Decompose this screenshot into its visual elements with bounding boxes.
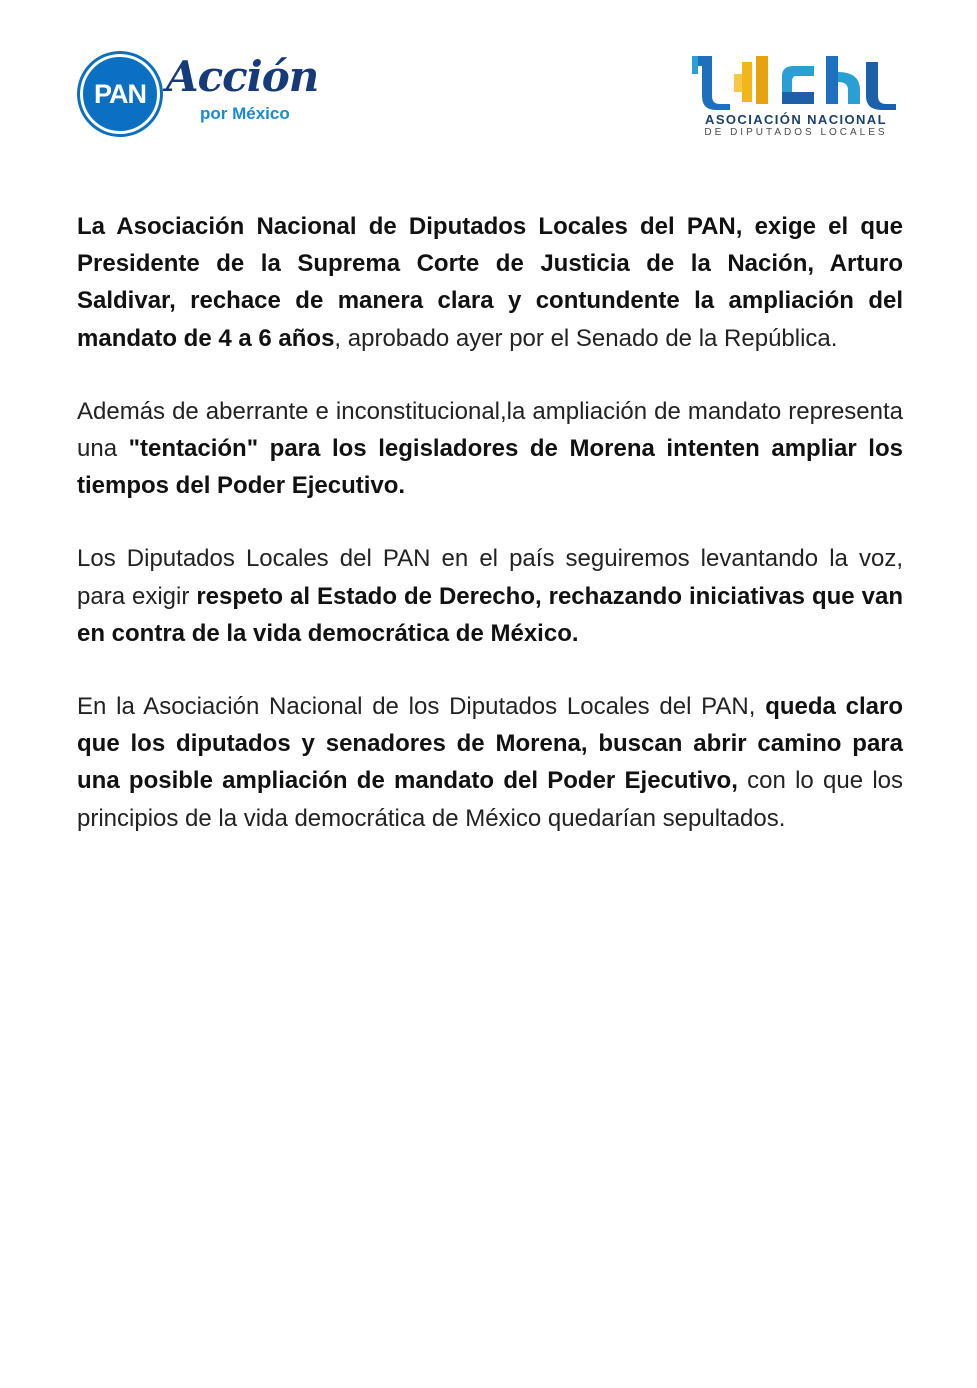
asociacion-nacional-logo — [690, 52, 902, 144]
paragraph-1 — [77, 208, 903, 357]
paragraph-2 — [77, 393, 903, 505]
paragraph-3-text: Los Diputados Locales del PAN en el país seguiremos levantando la voz, para exigir — [77, 545, 903, 610]
andl-title: ASOCIACIÓN NACIONAL — [705, 112, 887, 127]
paragraph-2-text: Además de aberrante e inconstitucional,la ampliación de mandato representa una — [77, 397, 903, 463]
paragraph-2-bold: "tentación" para los legisladores de Morena intenten ampliar los tiempos del Poder Ejecutivo. — [77, 435, 903, 500]
paragraph-3 — [77, 540, 903, 652]
paragraph-1-bold: La Asociación Nacional de Diputados Locales del PAN, exige el que Presidente de la Suprema Corte de Justicia de la Nación, Arturo Saldivar, rechace de manera clara y contundente la ampliación del mandato de 4 a 6 años — [77, 213, 903, 352]
paragraph-4 — [77, 688, 903, 837]
andl-ribbon-logo-icon — [690, 52, 902, 110]
pan-accion-por-mexico-logo — [80, 52, 320, 136]
pan-badge-icon — [80, 54, 160, 134]
document-header — [0, 0, 977, 170]
por-mexico-subtitle: por México — [200, 104, 290, 123]
paragraph-4-text: En la Asociación Nacional de los Diputados Locales del PAN, — [77, 693, 766, 721]
paragraph-4-bold: queda claro que los diputados y senadores de Morena, buscan abrir camino para una posible ampliación de mandato del Poder Ejecutivo, — [77, 693, 903, 795]
accion-wordmark: Acción — [166, 52, 319, 101]
press-release-body — [77, 208, 903, 873]
paragraph-3-bold: respeto al Estado de Derecho, rechazando iniciativas que van en contra de la vida democrática de México. — [77, 582, 903, 647]
pan-badge-text: PAN — [93, 78, 146, 109]
andl-subtitle: DE DIPUTADOS LOCALES — [704, 127, 888, 138]
paragraph-1-text: , aprobado ayer por el Senado de la República. — [334, 324, 838, 352]
paragraph-4-text-end: con lo que los principios de la vida democrática de México quedarían sepultados. — [77, 767, 903, 832]
